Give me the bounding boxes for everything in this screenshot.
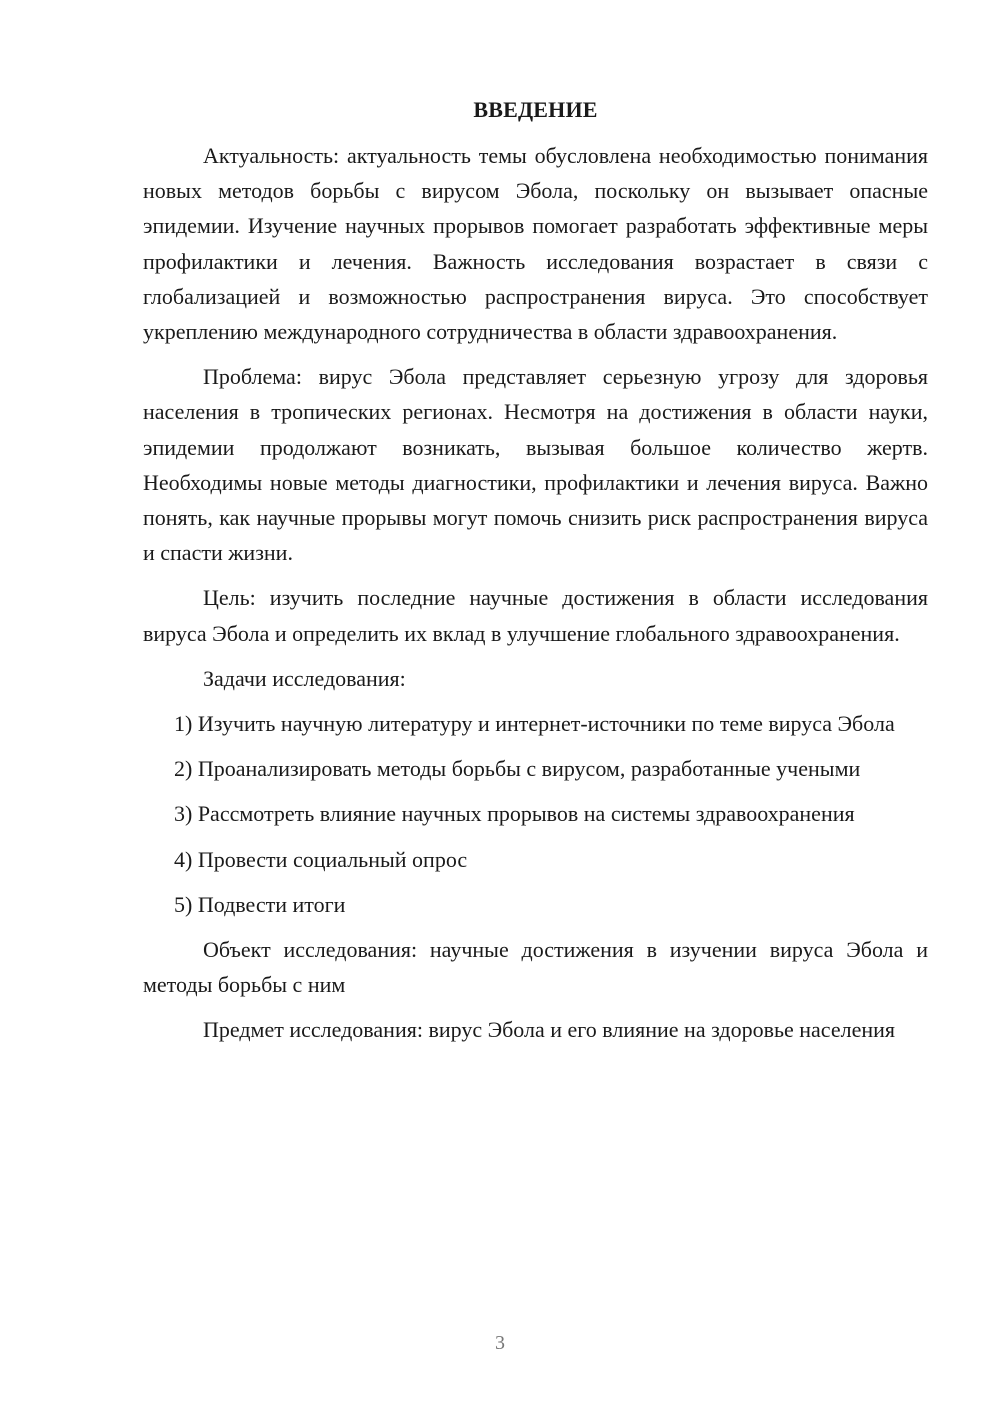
section-heading: ВВЕДЕНИЕ bbox=[473, 97, 598, 122]
tasks-title: Задачи исследования: bbox=[203, 665, 406, 691]
task-item-4: 4) Провести социальный опрос bbox=[174, 846, 468, 872]
document-page bbox=[143, 94, 928, 1058]
paragraph-relevance: Актуальность: актуальность темы обусловлена необходимостью понимания новых методов борьбы с вирусом Эбола, поскольку он вызывает опасные эпидемии. Изучение научных прорывов помогает разработать эффективные меры профилактики и лечения. Важность исследования возрастает в связи с глобализацией и возможностью распространения вируса. Это способствует укреплению международного сотрудничества в области здравоохранения. bbox=[143, 143, 928, 345]
task-item-5: 5) Подвести итоги bbox=[174, 891, 346, 917]
paragraph-subject: Предмет исследования: вирус Эбола и его влияние на здоровье населения bbox=[203, 1017, 896, 1043]
paragraph-problem: Проблема: вирус Эбола представляет серьезную угрозу для здоровья населения в тропических регионах. Несмотря на достижения в области науки, эпидемии продолжают возникать, вызывая большое количество жертв. Необходимы новые методы диагностики, профилактики и лечения вируса. Важно понять, как научные прорывы могут помочь снизить риск распространения вируса и спасти жизни. bbox=[143, 364, 928, 566]
task-item-2: 2) Проанализировать методы борьбы с вирусом, разработанные учеными bbox=[174, 756, 861, 782]
task-item-3: 3) Рассмотреть влияние научных прорывов на системы здравоохранения bbox=[174, 801, 855, 827]
page-number: 3 bbox=[495, 1332, 505, 1354]
task-item-1: 1) Изучить научную литературу и интернет-источники по теме вируса Эбола bbox=[174, 711, 895, 737]
paragraph-goal: Цель: изучить последние научные достижения в области исследования вируса Эбола и определить их вклад в улучшение глобального здравоохранения. bbox=[143, 585, 928, 646]
paragraph-object: Объект исследования: научные достижения в изучении вируса Эбола и методы борьбы с ним bbox=[143, 937, 928, 998]
